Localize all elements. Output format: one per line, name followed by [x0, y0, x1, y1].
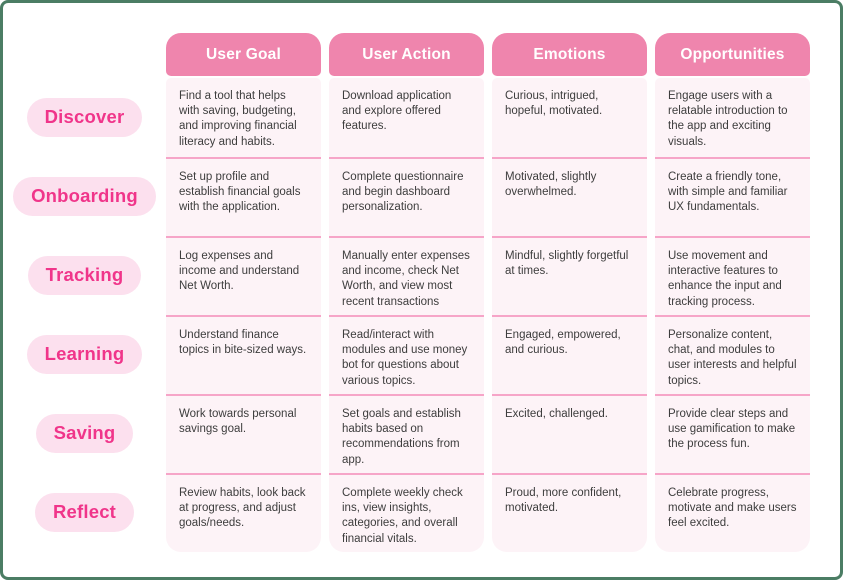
journey-cell: Celebrate progress, motivate and make users feel excited. [655, 473, 810, 552]
journey-cell: Find a tool that helps with saving, budgeting, and improving financial literacy and habits. [179, 90, 297, 148]
column-header-user-action: User Action [329, 33, 484, 76]
stage-label-column [11, 33, 158, 552]
stage-slot [11, 315, 158, 394]
journey-cell: Set goals and establish habits based on recommendations from app. [329, 394, 484, 473]
stage-slot [11, 236, 158, 315]
journey-map-table [11, 33, 810, 552]
journey-cell: Mindful, slightly forgetful at times. [492, 236, 647, 315]
column-opportunities [655, 33, 810, 552]
journey-cell: Excited, challenged. [492, 394, 647, 473]
journey-cell: Download application and explore offered features. [342, 90, 452, 133]
stage-pill-tracking: Tracking [28, 256, 142, 295]
journey-cell: Use movement and interactive features to enhance the input and tracking process. [655, 236, 810, 315]
column-body-user-action [329, 78, 484, 552]
journey-cell: Read/interact with modules and use money bot for questions about various topics. [329, 315, 484, 394]
journey-cell: Curious, intrigued, hopeful, motivated. [505, 90, 603, 118]
journey-cell: Complete weekly check ins, view insights, categories, and overall financial vitals. [329, 473, 484, 552]
column-header-emotions: Emotions [492, 33, 647, 76]
stage-pill-learning: Learning [27, 335, 143, 374]
journey-cell: Motivated, slightly overwhelmed. [492, 157, 647, 236]
column-body-user-goal [166, 78, 321, 552]
stage-pill-saving: Saving [36, 414, 134, 453]
journey-cell: Manually enter expenses and income, check Net Worth, and view most recent transactions [329, 236, 484, 315]
stage-slot [11, 157, 158, 236]
journey-cell: Complete questionnaire and begin dashboard personalization. [329, 157, 484, 236]
journey-cell: Engaged, empowered, and curious. [492, 315, 647, 394]
journey-cell: Proud, more confident, motivated. [492, 473, 647, 552]
column-user-action [329, 33, 484, 552]
stage-pill-discover: Discover [27, 98, 143, 137]
journey-cell: Review habits, look back at progress, and adjust goals/needs. [166, 473, 321, 552]
journey-cell: Personalize content, chat, and modules to user interests and helpful topics. [655, 315, 810, 394]
column-body-opportunities [655, 78, 810, 552]
journey-cell: Log expenses and income and understand Net Worth. [166, 236, 321, 315]
stage-pill-reflect: Reflect [35, 493, 134, 532]
journey-cell: Understand finance topics in bite-sized ways. [166, 315, 321, 394]
column-header-opportunities: Opportunities [655, 33, 810, 76]
journey-cell: Create a friendly tone, with simple and familiar UX fundamentals. [655, 157, 810, 236]
column-user-goal [166, 33, 321, 552]
journey-cell: Engage users with a relatable introduction to the app and exciting visuals. [668, 90, 788, 148]
journey-cell: Work towards personal savings goal. [166, 394, 321, 473]
journey-cell: Provide clear steps and use gamification to make the process fun. [655, 394, 810, 473]
stage-slot [11, 78, 158, 157]
column-emotions [492, 33, 647, 552]
stage-slot [11, 473, 158, 552]
column-header-user-goal: User Goal [166, 33, 321, 76]
stage-slot [11, 394, 158, 473]
column-body-emotions [492, 78, 647, 552]
stage-pill-onboarding: Onboarding [13, 177, 156, 216]
journey-cell: Set up profile and establish financial goals with the application. [166, 157, 321, 236]
